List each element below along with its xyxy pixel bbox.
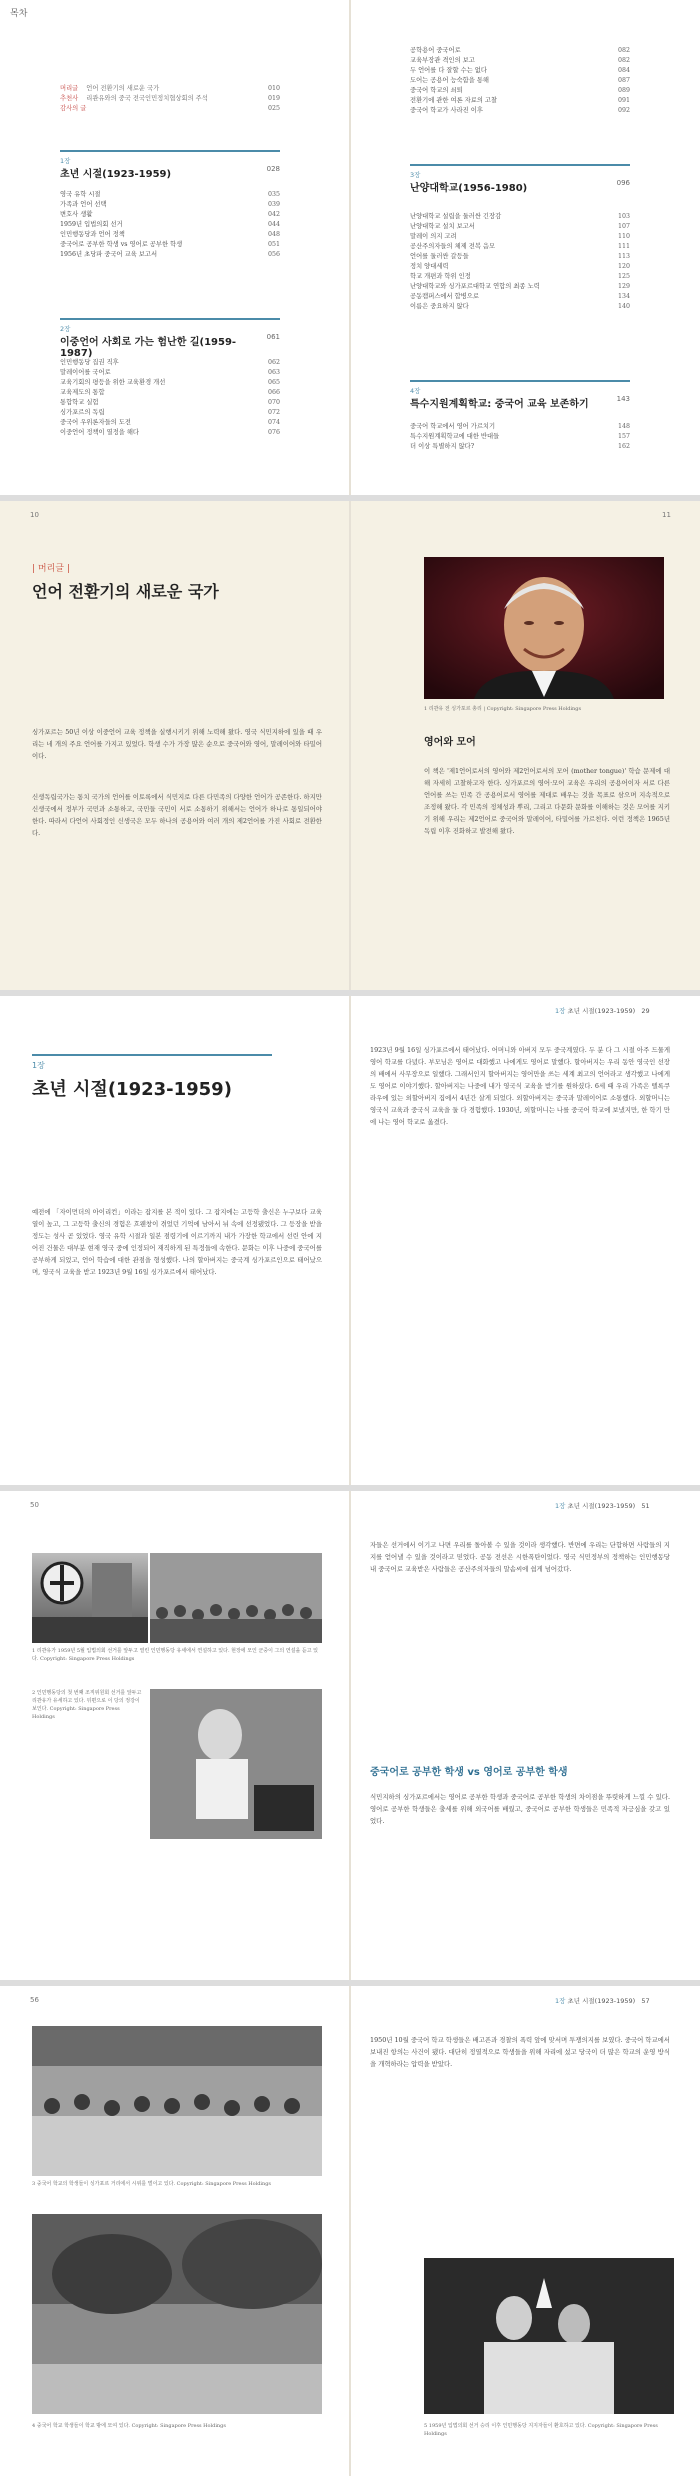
body-paragraph: 자들은 선거에서 이기고 나면 우리를 돌아볼 수 있을 것이라 생각했다. 반면에 우리는 단합하면 사람들의 지지를 얻어낼 수 있을 것이라고 믿었다. 공동 전선은 시한폭탄이었다. 영국 식민정부의 정책하는 인민행동당 내 중국어로 교육받은 사람들은 공산주의자들의 말솜씨에 쉽게 넘어갔다. [370,1541,670,1573]
toc-item[interactable]: 특수지원계획학교에 대한 반대들 157 [410,433,630,440]
section-subheading: 중국어로 공부한 학생 vs 영어로 공부한 학생 [370,1767,568,1778]
running-header: 1장 초년 시절(1923-1959) 29 [555,1007,650,1015]
crowd-illustration [150,1553,322,1643]
running-header: 1장 초년 시절(1923-1959) 51 [555,1502,650,1510]
toc-item[interactable]: 학교 개편과 학위 인정 125 [410,273,630,280]
toc-item[interactable]: 공산주의자들의 체제 전복 음모 111 [410,243,630,250]
chapter-number: 1장 [60,157,71,165]
toc-item[interactable]: 난양대학교 설치 보고서 107 [410,223,630,230]
toc-item[interactable]: 교육부장관 격인의 보고 082 [410,57,630,64]
chapter-paragraph: 1923년 9월 16일 싱가포르에서 태어났다. 어머니와 아버지 모두 중국계였다. 두 분 다 그 시절 아주 드물게 영어 학교를 다녔다. 부모님은 영어로 대화했고 나에게도 영어로 말했다. 할아버지는 우리 동안 영국인 선장의 배에서 사무장으로 일했다. 그래서인지 할아버지는 영어만을 쓰는 세계 최고의 언어라고 생각했고 나에게도 영어로 이야기했다. 할아버지는 나중에 내가 영국식 교육을 받기를 원하셨다. 6세 때 우리 가족은 텔록쿠라우에 있는 외할아버지 집에서 4년간 살게 되었다. 외할아버지는 중국과 말레이어로 소통했다. 외할머니는 영국식 교육과 중국식 교육을 둘 다 경험했다. 1930년, 외할머니는 나를 중국어 학교에 보냈지만, 한 학기 만에 나는 영어 학교로 옮겼다. [370,1046,670,1126]
photo-caption: 2 인민행동당의 첫 번째 조직위원회 선거를 앞두고 리콴유가 유세하고 있다. 뒤편으로 이 당의 정강이 보인다. Copyright: Singapore Press Holdings [32,1690,142,1720]
protest-photo [32,2026,322,2176]
chapter-title[interactable]: 특수지원계획학교: 중국어 교육 보존하기 143 [410,395,630,410]
toc-prelim-row[interactable]: 감사의 글 025 [60,105,280,112]
toc-item[interactable]: 공학용어 중국어로 082 [410,47,630,54]
preface-right-page [350,501,700,990]
rally-illustration [32,1553,148,1643]
toc-item[interactable]: 영국 유학 시절 035 [60,191,280,198]
page-56 [0,1986,350,2476]
toc-item[interactable]: 중국어 학교의 쇠퇴 089 [410,87,630,94]
toc-prelim-row[interactable]: 머리글 언어 전환기의 새로운 국가 010 [60,85,280,92]
toc-chapter-1 [60,150,280,180]
running-header: 1장 초년 시절(1923-1959) 57 [555,1997,650,2005]
photo-caption: 5 1959년 입법의회 선거 승리 이후 인민행동당 지지자들이 환호하고 있다. Copyright: Singapore Press Holdings [424,2423,658,2437]
preface-paragraph: 신생독립국가는 통치 국가의 언어를 이토록에서 식민지로 다른 다민족의 다양한 언어가 공존한다. 하지만 신생국에서 정부가 국민과 소통하고, 국민들 국민이 서로 소통하기 위해서는 언어가 하나로 통일되어야 한다. 따라서 다언어 사회정인 신생국은 모두 하나의 공용어와 여러 개의 제2언어를 가진 사회로 전환한다. [32,793,322,837]
toc-continued-list [410,46,630,116]
rally-photo [32,1553,148,1643]
chapter-opener [32,1054,272,1101]
section-subheading: 영어와 모어 [424,737,476,748]
body-paragraph: 1950년 10월 중국어 학교 학생들은 배고픈과 경찰의 폭력 앞에 맞서며 투쟁의지를 보였다. 중국어 학교에서 보내진 항의는 사건이 됐다. 대단히 정열적으로 학생들을 위해 자리에 섰고 당국이 더 많은 학교의 운영 방식을 개혁하라는 압력을 받았다. [370,2036,670,2068]
toc-chapter-3-items [410,212,630,312]
toc-item[interactable]: 공동캠퍼스에서 합병으로 134 [410,293,630,300]
preface-label: | 머리글 | [32,564,70,574]
chapter-title[interactable]: 이중언어 사회로 가는 험난한 길(1959-1987) 061 [60,333,280,359]
photo-caption: 3 중국어 학교의 학생들이 싱가포르 거리에서 시위를 벌이고 있다. Copyright: Singapore Press Holdings [32,2181,271,2187]
page-number: 11 [662,511,671,519]
page-51 [350,1491,700,1980]
toc-item[interactable]: 중국어 학교에서 영어 가르치기 148 [410,423,630,430]
toc-right-page [350,0,700,495]
preface-spread [0,501,700,990]
toc-item[interactable]: 교육제도의 통합 066 [60,389,280,396]
toc-header: 목차 [10,9,28,19]
chapter-title: 초년 시절(1923-1959) [32,1079,232,1100]
chapter-title[interactable]: 초년 시절(1923-1959) 028 [60,165,280,180]
portrait-photo [424,557,664,699]
protest-illustration [32,2026,322,2176]
toc-chapter-3 [410,164,630,194]
speech-illustration [150,1689,322,1839]
toc-item[interactable]: 인민행동당 집권 직후 062 [60,359,280,366]
toc-item[interactable]: 통합학교 실험 070 [60,399,280,406]
page-number: 56 [30,1996,39,2004]
body-paragraph: 식민지하의 싱가포르에서는 영어로 공부한 학생과 중국어로 공부한 학생의 차이점을 뚜렷하게 느낄 수 있다. 영어로 공부한 학생들은 출세를 위해 외국어를 배웠고, 중국어로 공부한 학생들은 민족적 자긍심을 갖고 있었다. [370,1793,670,1825]
toc-item[interactable]: 가족과 언어 선택 039 [60,201,280,208]
chapter-paragraph: 예전에 「자이먼더의 아이리컨」이라는 잡지를 본 적이 있다. 그 잡지에는 고등학 출신은 누구보다 교육열이 높고, 그 고등학 출신의 경험은 흐웬창이 겪었던 기억에 남아서 뉘 속에 선정됐었다. 그 등장을 받을 정도는 성사 곧 있었다. 영국 유학 시절과 일본 점령기에 이르기까지 내가 가장한 학교에서 선린 안에 지어진 건물은 대부분 현재 영국 중에 인정되어 재직하게 된 특정들에 속한다. 문화는 이후 나중에 중국어를 공부하게 되었고, 언어 학습에 대한 관점을 형성했다. 나의 할아버지는 중국계 싱가포르인으로 태어났으며, 영국식 교육을 받고 1923년 9월 16일 싱가포르에서 태어났다. [32,1208,322,1276]
toc-item[interactable]: 이름은 중요하지 않다 140 [410,303,630,310]
toc-item[interactable]: 중국어 학교가 사라진 이후 092 [410,107,630,114]
toc-prelim-list [60,84,280,114]
photo-caption: 4 중국어 학교 학생들이 학교 밖에 모여 있다. Copyright: Singapore Press Holdings [32,2423,226,2429]
photo-caption: 1 리콴유가 1959년 5월 입법의회 선거를 앞두고 열린 인민행동당 유세에서 연설하고 있다. 현장에 모인 군중이 그의 연설을 듣고 있다. Copyright: Singapore Press Holdings [32,1648,318,1662]
crowd-photo [150,1553,322,1643]
preface-left-page [0,501,350,990]
toc-item[interactable]: 변호사 생활 042 [60,211,280,218]
toc-chapter-2-items [60,358,280,438]
toc-chapter-2 [60,318,280,359]
toc-item[interactable]: 전환기에 관한 여론 자료의 고찰 091 [410,97,630,104]
toc-item[interactable]: 1959년 입법의회 선거 044 [60,221,280,228]
portrait-illustration [424,557,664,699]
chapter-title[interactable]: 난양대학교(1956-1980) 096 [410,179,630,194]
toc-item[interactable]: 정치 양대세력 120 [410,263,630,270]
toc-spread [0,0,700,495]
chapter-number: 2장 [60,325,71,333]
toc-item[interactable]: 인민행동당과 언어 정책 048 [60,231,280,238]
toc-item[interactable]: 1956년 초당파 중국어 교육 보고서 056 [60,251,280,258]
toc-item[interactable]: 중국어로 공부한 학생 vs 영어로 공부한 학생 051 [60,241,280,248]
page-number: 50 [30,1501,39,1509]
spread-50-51 [0,1491,700,1980]
page-number: 10 [30,511,39,519]
photo-caption: 1 리콴유 전 싱가포르 총리 | Copyright: Singapore Press Holdings [424,706,582,712]
toc-prelim-row[interactable]: 추천사 리콴유와의 중국 전국인민정치협상회의 주석 019 [60,95,280,102]
chapter-number: 3장 [410,171,421,179]
chapter1-left-page [0,996,350,1485]
toc-item[interactable]: 말레이 의지 고려 110 [410,233,630,240]
toc-chapter-4-items [410,422,630,452]
toc-item[interactable]: 도어는 공용어 능숙함을 통해 087 [410,77,630,84]
celebration-illustration [424,2258,674,2414]
gathering-photo [32,2214,322,2414]
toc-chapter-1-items [60,190,280,260]
page-57 [350,1986,700,2476]
page-50 [0,1491,350,1980]
gathering-illustration [32,2214,322,2414]
toc-item[interactable]: 언어를 둘러싼 갈등들 113 [410,253,630,260]
toc-left-page [0,0,350,495]
celebration-photo [424,2258,674,2414]
toc-item[interactable]: 난양대학교와 싱가포르대학교 연합의 최종 노력 129 [410,283,630,290]
chapter-number: 4장 [410,387,421,395]
spread-56-57 [0,1986,700,2476]
preface-paragraph: 이 책은 '제1언어로서의 영어와 제2언어로서의 모어 (mother tongue)' 학습 문제에 대해 자세히 고찰하고자 한다. 싱가포르의 영어·모어 교육은 우리의 공용어이자 서로 다른 언어를 쓰는 민족 간 공용어로서 영어를 제대로 배우는 것을 목표로 삼으며 지속적으로 조정해 왔다. 각 민족의 정체성과 뿌리, 그리고 다문화 문화를 이해하는 것은 모어를 지키기 위해 우리는 제2언어로 중국어와 말레이어, 타밀어를 가르친다. 이런 정책은 1965년 독립 이후 진화하고 발전해 왔다. [424,767,670,835]
toc-item[interactable]: 말레이어를 국어로 063 [60,369,280,376]
toc-item[interactable]: 중국어 우위론자들의 도전 074 [60,419,280,426]
chapter-number: 1장 [32,1061,45,1070]
toc-item[interactable]: 두 언어를 다 잘할 수는 없다 084 [410,67,630,74]
chapter1-spread [0,996,700,1485]
toc-item[interactable]: 교육기회의 평등을 위한 교육환경 개선 065 [60,379,280,386]
toc-item[interactable]: 이중언어 정책이 열정을 해다 076 [60,429,280,436]
speech-photo [150,1689,322,1839]
toc-item[interactable]: 더 이상 특별하지 않다? 162 [410,443,630,450]
toc-item[interactable]: 난양대학교 설립을 둘러싼 긴장감 103 [410,213,630,220]
toc-item[interactable]: 싱가포르의 독립 072 [60,409,280,416]
preface-paragraph: 싱가포르는 50년 이상 이중언어 교육 정책을 실행시키기 위해 노력해 왔다. 영국 식민지하에 있을 때 우리는 네 개의 주요 언어를 가지고 있었다. 학생 수가 가장 많은 순으로 중국어와 영어, 말레이어와 타밀어이다. [32,728,322,760]
toc-chapter-4 [410,380,630,410]
chapter1-right-page [350,996,700,1485]
preface-title: 언어 전환기의 새로운 국가 [32,582,219,601]
